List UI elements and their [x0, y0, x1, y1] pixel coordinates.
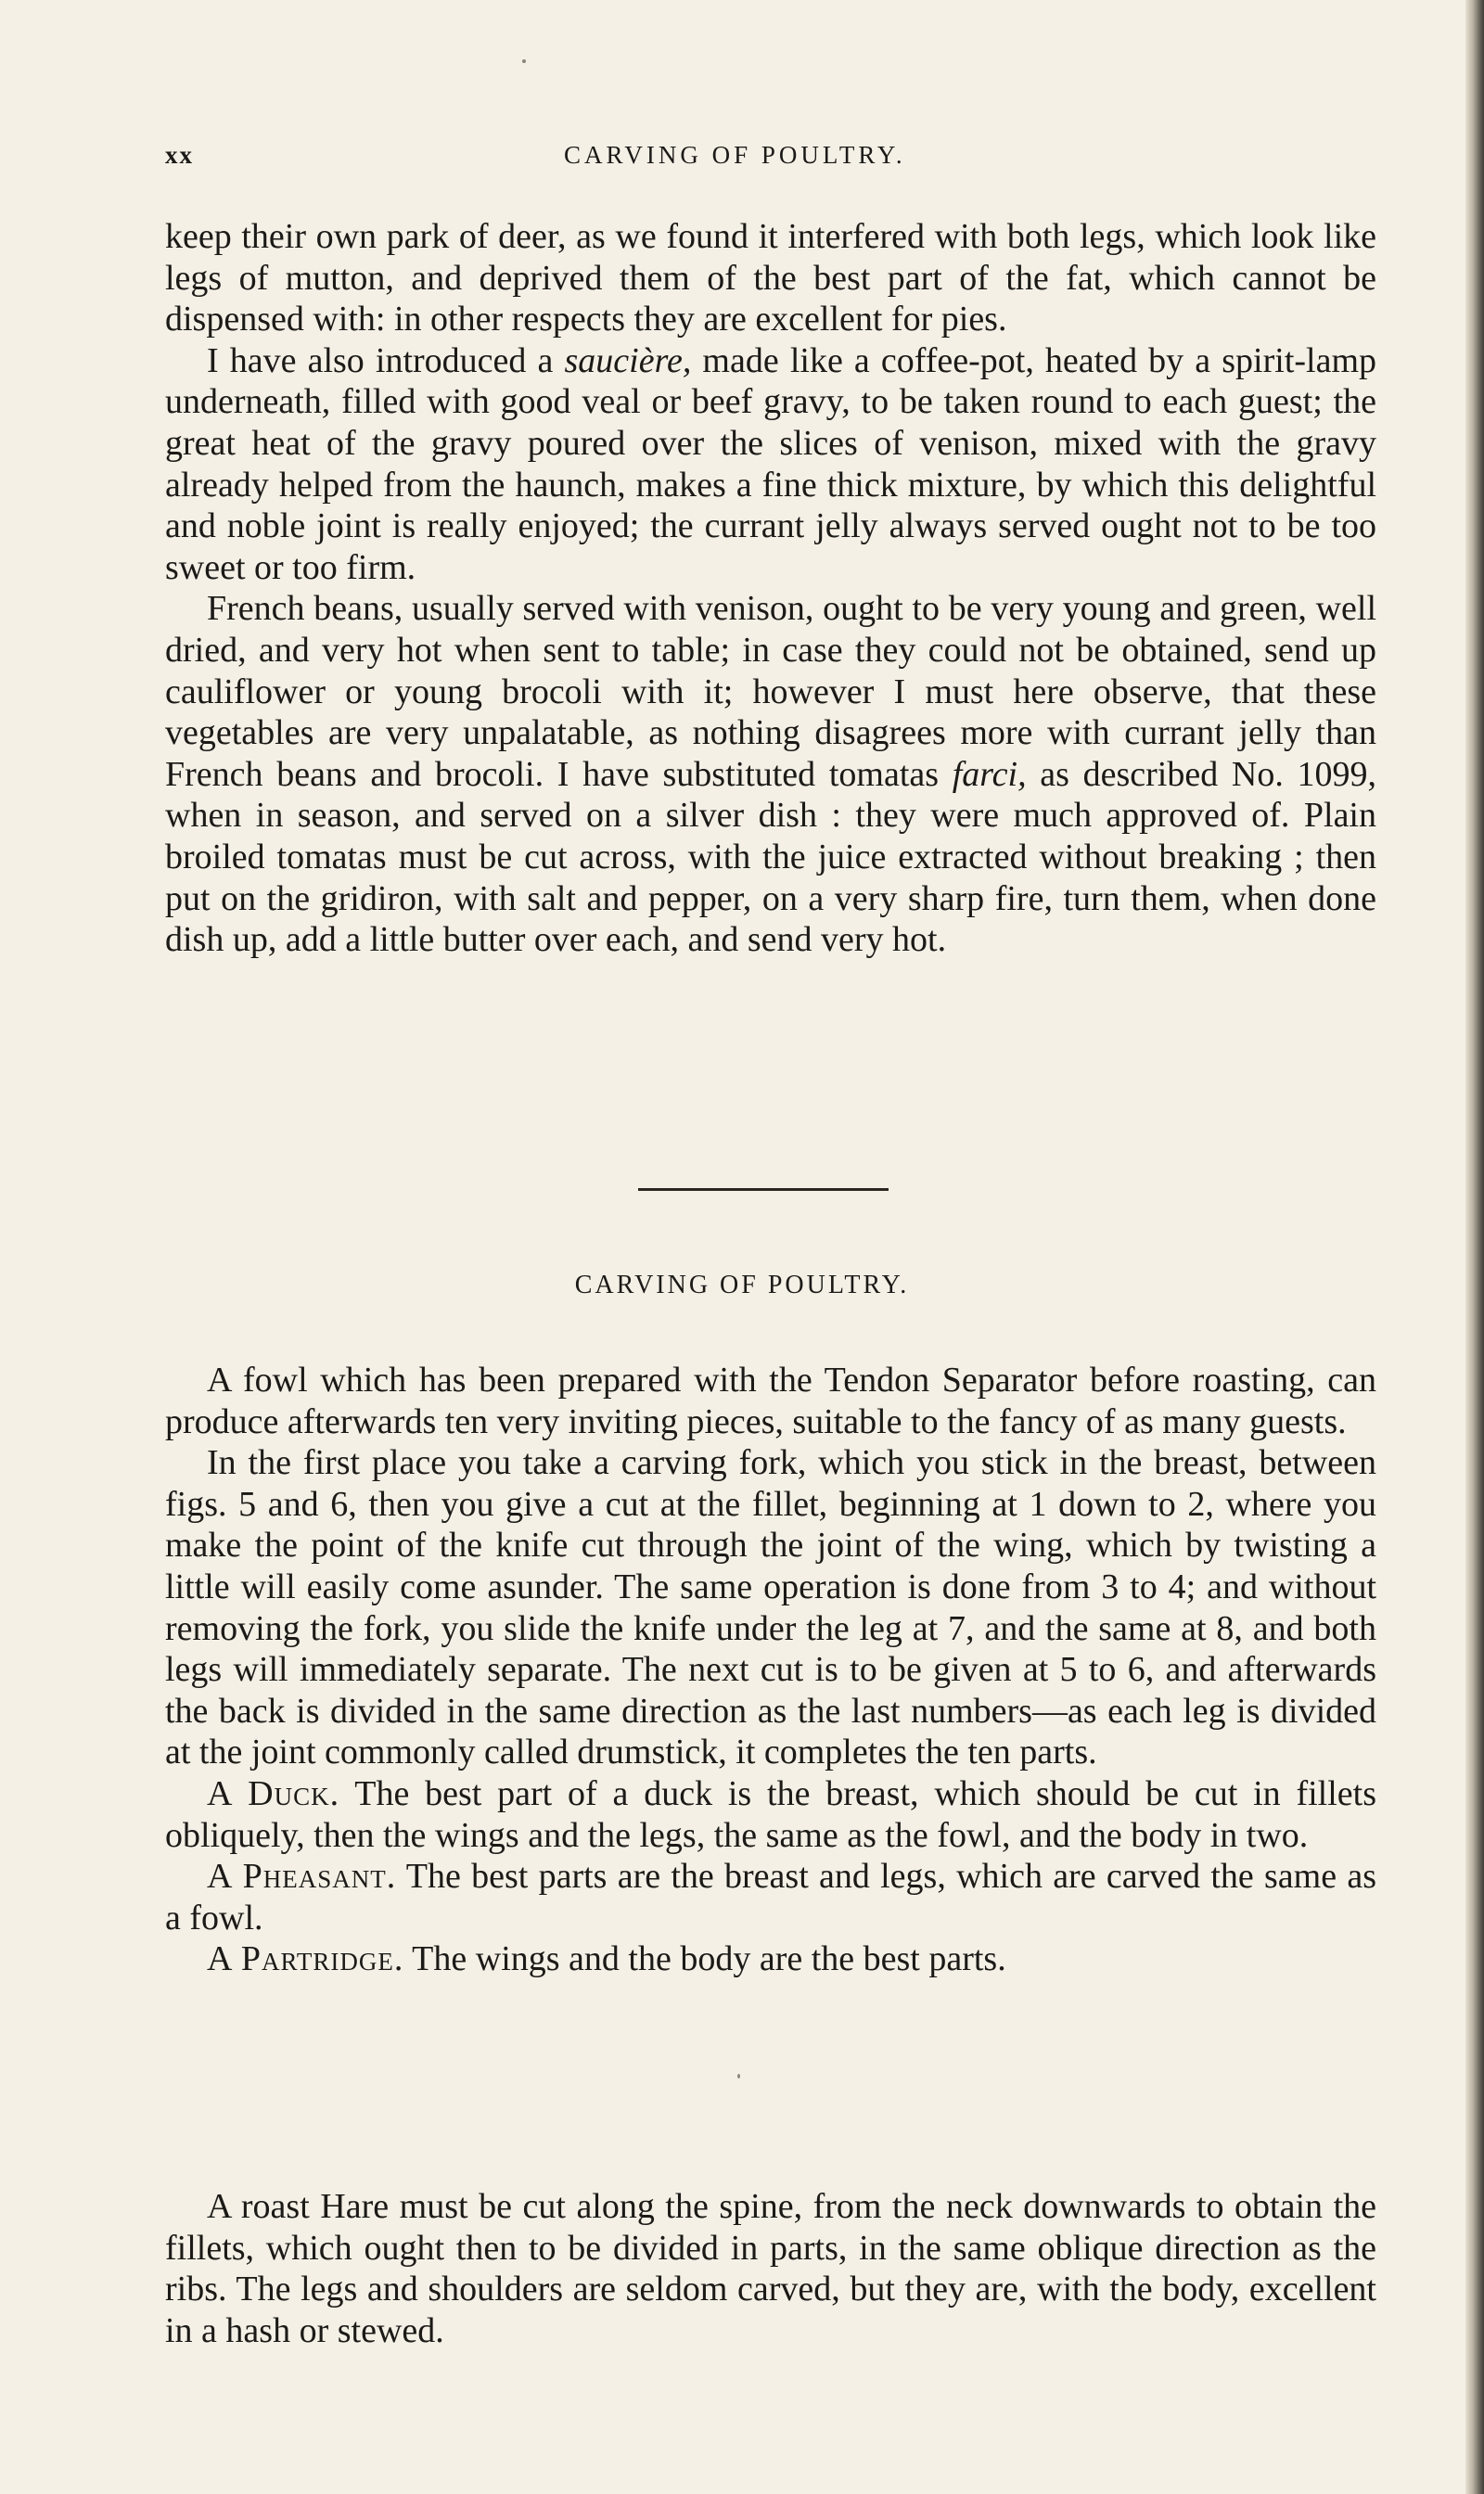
- paragraph: [165, 1938, 1376, 1980]
- text-run: The best parts are the breast and legs, which are carved the same as a fowl.: [165, 1857, 1376, 1938]
- text-run: The wings and the body are the best parts.: [403, 1939, 1006, 1979]
- section-heading: CARVING OF POULTRY.: [574, 1271, 910, 1299]
- paragraph: keep their own park of deer, as we found it interfered with both legs, which look like legs of mutton, and deprived them of the best part of the fat, which cannot be dispensed with: in other respects they are excellent for pies.: [165, 217, 1376, 339]
- paragraph: [165, 588, 1376, 960]
- italic-term: farci,: [952, 754, 1027, 794]
- paragraph: In the first place you take a carving fork, which you stick in the breast, between figs. 5 and 6, then you give a cut at the fillet, beginning at 1 down to 2, where you make the point of the knife cut through the joint of the wing, which by twisting a little will easily come asunder. The same operation is done from 3 to 4; and without removing the fork, you slide the knife under the leg at 7, and the same at 8, and both legs will immediately separate. The next cut is to be given at 5 to 6, and afterwards the back is divided in the same direction as the last numbers—as each leg is divided at the joint commonly called drumstick, it completes the ten parts.: [165, 1443, 1376, 1772]
- page-edge-shadow: [1465, 0, 1484, 2494]
- running-title: CARVING OF POULTRY.: [564, 141, 906, 169]
- paper-speck: [522, 59, 526, 63]
- page-number: xx: [165, 141, 194, 169]
- text-run: made like a coffee-pot, heated by a spirit-lamp underneath, filled with good veal or beef gravy, to be taken round to each guest; the great heat of the gravy poured over the slices of venison, mixed with the gravy already helped from the haunch, makes a fine thick mixture, by which this delightful and noble joint is really enjoyed; the currant jelly always served ought not to be too sweet or too firm.: [165, 340, 1377, 587]
- paragraph: [165, 340, 1376, 589]
- paragraph: A roast Hare must be cut along the spine, from the neck downwards to obtain the fillets, which ought then to be divided in parts, in the same oblique direction as the ribs. The legs and shoulders are seldom carved, but they are, with the body, excellent in a hash or stewed.: [165, 2187, 1376, 2350]
- section-divider: [638, 1188, 889, 1191]
- text-run: as described No. 1099, when in season, and served on a silver dish : they were much approved of. Plain broiled tomatas must be cut across, with the juice extracted without breaking ; then put on the gridiron, with salt and pepper, on a very sharp fire, turn them, when done dish up, add a little butter over each, and send very hot.: [165, 754, 1377, 960]
- paragraph: A fowl which has been prepared with the Tendon Separator before roasting, can produce afterwards ten very inviting pieces, suitable to the fancy of as many guests.: [165, 1361, 1376, 1441]
- italic-term: saucière,: [564, 340, 692, 380]
- paragraph: [165, 1773, 1376, 1856]
- paragraph: [165, 1856, 1376, 1938]
- text-run: I have also introduced a: [207, 340, 565, 380]
- duck-label: A Duck.: [207, 1773, 340, 1813]
- poultry-section: [165, 1360, 1376, 1980]
- pheasant-label: A Pheasant.: [207, 1857, 397, 1897]
- text-run: The best part of a duck is the breast, which should be cut in fillets obliquely, then the wings and the legs, the same as the fowl, and the body in two.: [165, 1773, 1376, 1855]
- partridge-label: A Partridge.: [207, 1939, 404, 1979]
- running-head: [165, 141, 1376, 178]
- hare-section: [165, 2186, 1376, 2351]
- paper-speck: [737, 2074, 740, 2078]
- venison-continuation: [165, 216, 1376, 961]
- text-run: French beans, usually served with venison, ought to be very young and green, well dried, and very hot when sent to table; in case they could not be obtained, send up cauliflower or young brocoli with it; however I must here observe, that these vegetables are very unpalatable, as nothing disagrees more with currant jelly than French beans and brocoli. I have substituted tomatas: [165, 589, 1376, 794]
